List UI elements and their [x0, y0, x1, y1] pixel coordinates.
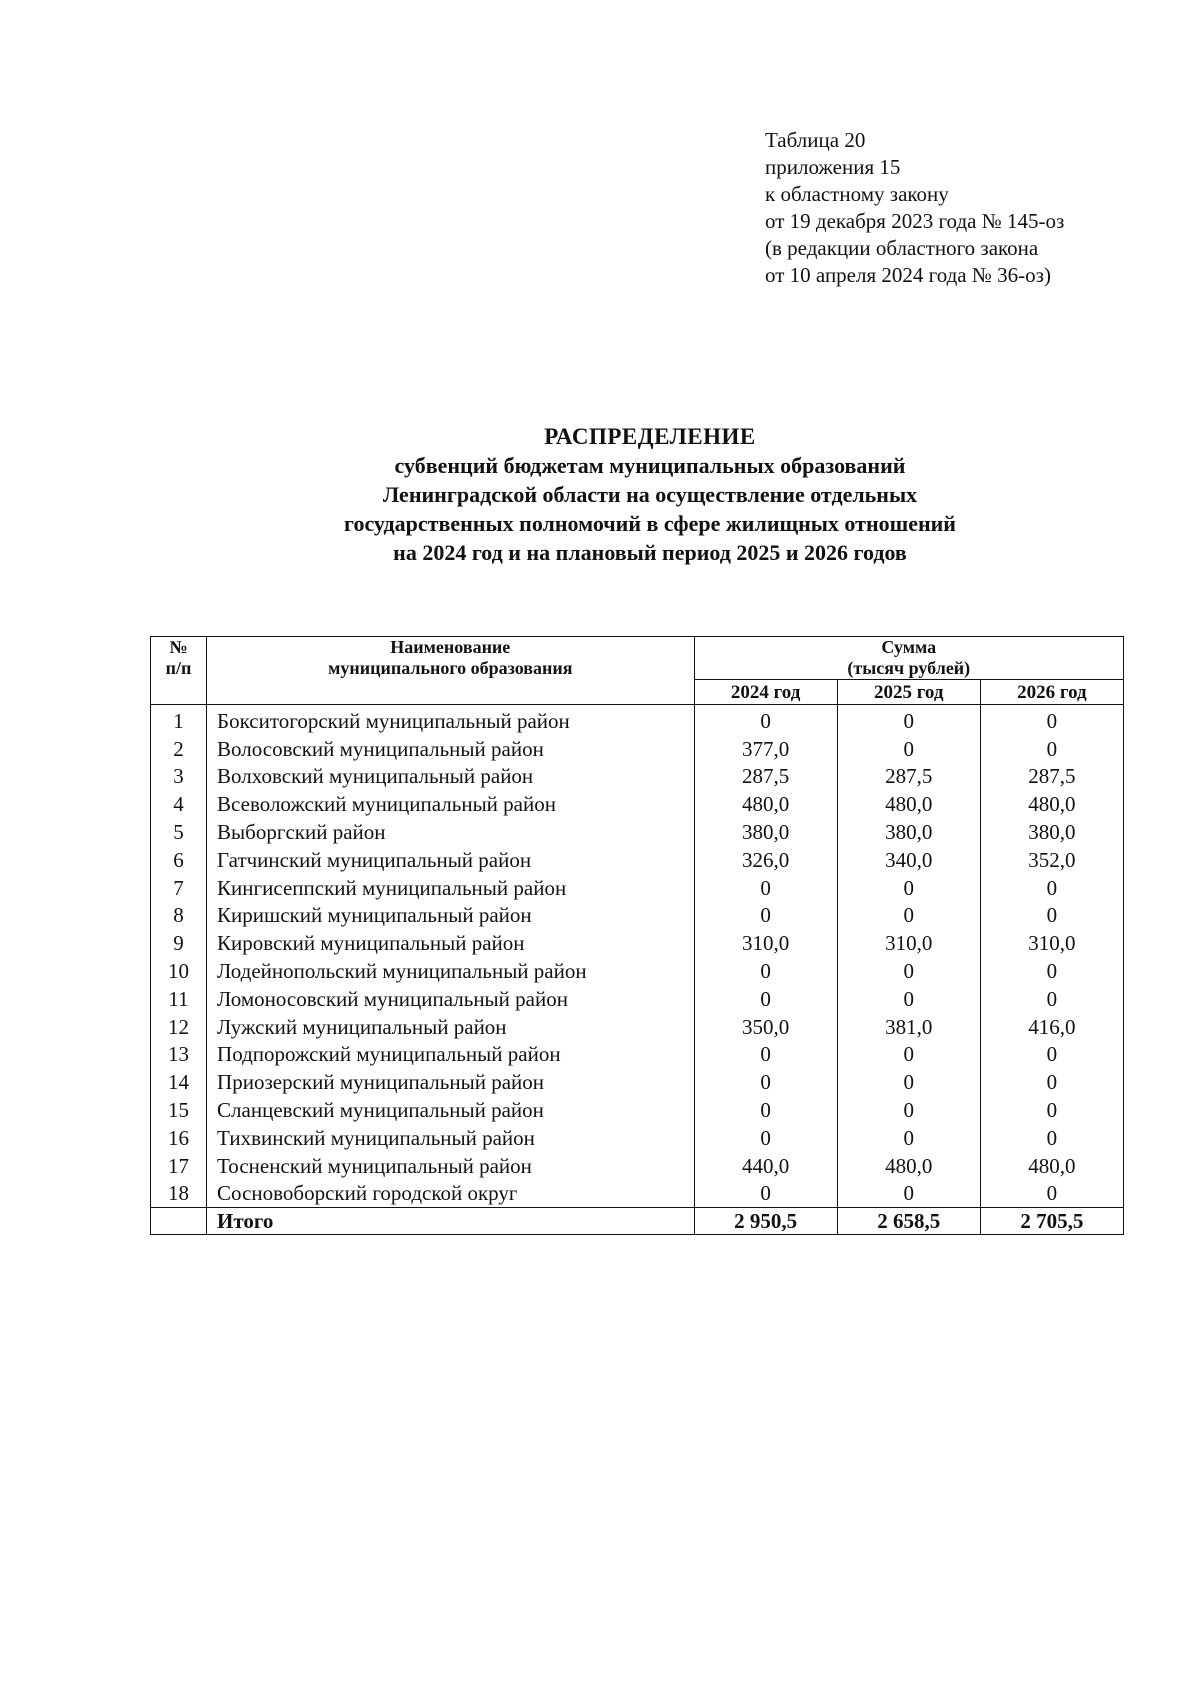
- municipality-name: Выборгский район: [207, 818, 695, 846]
- municipality-name: Подпорожский муниципальный район: [207, 1041, 695, 1069]
- total-2026: 2 705,5: [980, 1208, 1123, 1235]
- table-row: [151, 1124, 1124, 1152]
- municipality-name: Бокситогорский муниципальный район: [207, 705, 695, 735]
- value-2025: 480,0: [837, 790, 980, 818]
- table-row: [151, 957, 1124, 985]
- table-row: [151, 763, 1124, 791]
- value-2025: 381,0: [837, 1013, 980, 1041]
- value-2024: 0: [694, 1068, 837, 1096]
- municipality-name: Киришский муниципальный район: [207, 902, 695, 930]
- municipality-name: Сосновоборский городской округ: [207, 1180, 695, 1208]
- table-row: [151, 874, 1124, 902]
- title-line: государственных полномочий в сфере жилищных отношений: [344, 511, 956, 536]
- value-2026: 0: [980, 735, 1123, 763]
- municipality-name: Волховский муниципальный район: [207, 763, 695, 791]
- appendix-line: приложения 15: [765, 155, 901, 179]
- table-row: [151, 818, 1124, 846]
- value-2026: 0: [980, 1041, 1123, 1069]
- value-2025: 0: [837, 1068, 980, 1096]
- value-2026: 287,5: [980, 763, 1123, 791]
- value-2024: 0: [694, 902, 837, 930]
- value-2025: 340,0: [837, 846, 980, 874]
- value-2026: 0: [980, 1096, 1123, 1124]
- municipality-name: Лодейнопольский муниципальный район: [207, 957, 695, 985]
- value-2024: 377,0: [694, 735, 837, 763]
- table-row: [151, 846, 1124, 874]
- appendix-line: от 10 апреля 2024 года № 36-оз): [765, 263, 1051, 287]
- row-number: 6: [151, 846, 207, 874]
- title-line: субвенций бюджетам муниципальных образований: [394, 453, 906, 478]
- municipality-name: Тихвинский муниципальный район: [207, 1124, 695, 1152]
- title-line: Ленинградской области на осуществление отдельных: [382, 482, 918, 507]
- municipality-name: Кировский муниципальный район: [207, 929, 695, 957]
- row-number: 2: [151, 735, 207, 763]
- table-row: [151, 1013, 1124, 1041]
- municipality-name: Приозерский муниципальный район: [207, 1068, 695, 1096]
- row-number: 14: [151, 1068, 207, 1096]
- total-row: [151, 1208, 1124, 1235]
- total-number-cell: [151, 1208, 207, 1235]
- table-row: [151, 705, 1124, 735]
- header-year-2025: 2025 год: [837, 680, 980, 705]
- row-number: 17: [151, 1152, 207, 1180]
- value-2025: 380,0: [837, 818, 980, 846]
- appendix-reference: [765, 127, 1064, 289]
- row-number: 18: [151, 1180, 207, 1208]
- value-2024: 0: [694, 874, 837, 902]
- table-row: [151, 1180, 1124, 1208]
- value-2025: 310,0: [837, 929, 980, 957]
- value-2024: 440,0: [694, 1152, 837, 1180]
- value-2025: 0: [837, 874, 980, 902]
- value-2025: 0: [837, 985, 980, 1013]
- header-sum: Сумма (тысяч рублей): [694, 637, 1123, 680]
- row-number: 5: [151, 818, 207, 846]
- table-row: [151, 902, 1124, 930]
- value-2026: 0: [980, 1180, 1123, 1208]
- row-number: 10: [151, 957, 207, 985]
- value-2026: 0: [980, 1124, 1123, 1152]
- value-2025: 480,0: [837, 1152, 980, 1180]
- municipality-name: Гатчинский муниципальный район: [207, 846, 695, 874]
- appendix-line: от 19 декабря 2023 года № 145-оз: [765, 209, 1065, 233]
- value-2024: 0: [694, 1180, 837, 1208]
- table-row: [151, 985, 1124, 1013]
- row-number: 1: [151, 705, 207, 735]
- value-2025: 0: [837, 1041, 980, 1069]
- table-row: [151, 929, 1124, 957]
- municipality-name: Тосненский муниципальный район: [207, 1152, 695, 1180]
- appendix-line: Таблица 20: [765, 128, 866, 152]
- value-2024: 0: [694, 957, 837, 985]
- header-year-2026: 2026 год: [980, 680, 1123, 705]
- row-number: 4: [151, 790, 207, 818]
- value-2026: 310,0: [980, 929, 1123, 957]
- value-2025: 0: [837, 705, 980, 735]
- row-number: 8: [151, 902, 207, 930]
- row-number: 9: [151, 929, 207, 957]
- document-title: [0, 422, 1200, 567]
- title-main: РАСПРЕДЕЛЕНИЕ: [544, 424, 756, 449]
- value-2025: 0: [837, 1124, 980, 1152]
- row-number: 13: [151, 1041, 207, 1069]
- row-number: 15: [151, 1096, 207, 1124]
- table-row: [151, 790, 1124, 818]
- table-row: [151, 1096, 1124, 1124]
- value-2026: 480,0: [980, 790, 1123, 818]
- value-2024: 0: [694, 1041, 837, 1069]
- value-2026: 416,0: [980, 1013, 1123, 1041]
- value-2026: 0: [980, 874, 1123, 902]
- total-label: Итого: [207, 1208, 695, 1235]
- distribution-table: [150, 636, 1124, 1235]
- header-year-2024: 2024 год: [694, 680, 837, 705]
- municipality-name: Лужский муниципальный район: [207, 1013, 695, 1041]
- value-2024: 480,0: [694, 790, 837, 818]
- value-2025: 0: [837, 1096, 980, 1124]
- row-number: 11: [151, 985, 207, 1013]
- row-number: 12: [151, 1013, 207, 1041]
- value-2025: 0: [837, 957, 980, 985]
- value-2025: 0: [837, 1180, 980, 1208]
- row-number: 7: [151, 874, 207, 902]
- header-name: Наименование муниципального образования: [207, 637, 695, 705]
- total-2025: 2 658,5: [837, 1208, 980, 1235]
- municipality-name: Ломоносовский муниципальный район: [207, 985, 695, 1013]
- header-number: № п/п: [151, 637, 207, 705]
- value-2025: 0: [837, 735, 980, 763]
- value-2024: 310,0: [694, 929, 837, 957]
- value-2026: 0: [980, 985, 1123, 1013]
- appendix-line: (в редакции областного закона: [765, 236, 1039, 260]
- value-2026: 0: [980, 957, 1123, 985]
- municipality-name: Кингисеппский муниципальный район: [207, 874, 695, 902]
- municipality-name: Всеволожский муниципальный район: [207, 790, 695, 818]
- total-2024: 2 950,5: [694, 1208, 837, 1235]
- value-2026: 0: [980, 902, 1123, 930]
- table-row: [151, 1041, 1124, 1069]
- municipality-name: Сланцевский муниципальный район: [207, 1096, 695, 1124]
- table-body: [151, 705, 1124, 1208]
- row-number: 16: [151, 1124, 207, 1152]
- value-2024: 0: [694, 705, 837, 735]
- value-2026: 0: [980, 705, 1123, 735]
- value-2024: 326,0: [694, 846, 837, 874]
- value-2026: 380,0: [980, 818, 1123, 846]
- title-line: на 2024 год и на плановый период 2025 и 2026 годов: [393, 540, 907, 565]
- value-2026: 0: [980, 1068, 1123, 1096]
- value-2026: 480,0: [980, 1152, 1123, 1180]
- value-2024: 0: [694, 1096, 837, 1124]
- municipality-name: Волосовский муниципальный район: [207, 735, 695, 763]
- value-2025: 0: [837, 902, 980, 930]
- value-2025: 287,5: [837, 763, 980, 791]
- value-2024: 287,5: [694, 763, 837, 791]
- value-2024: 0: [694, 1124, 837, 1152]
- value-2024: 0: [694, 985, 837, 1013]
- value-2024: 350,0: [694, 1013, 837, 1041]
- table-row: [151, 1068, 1124, 1096]
- table-row: [151, 735, 1124, 763]
- table-row: [151, 1152, 1124, 1180]
- value-2024: 380,0: [694, 818, 837, 846]
- value-2026: 352,0: [980, 846, 1123, 874]
- row-number: 3: [151, 763, 207, 791]
- appendix-line: к областному закону: [765, 182, 949, 206]
